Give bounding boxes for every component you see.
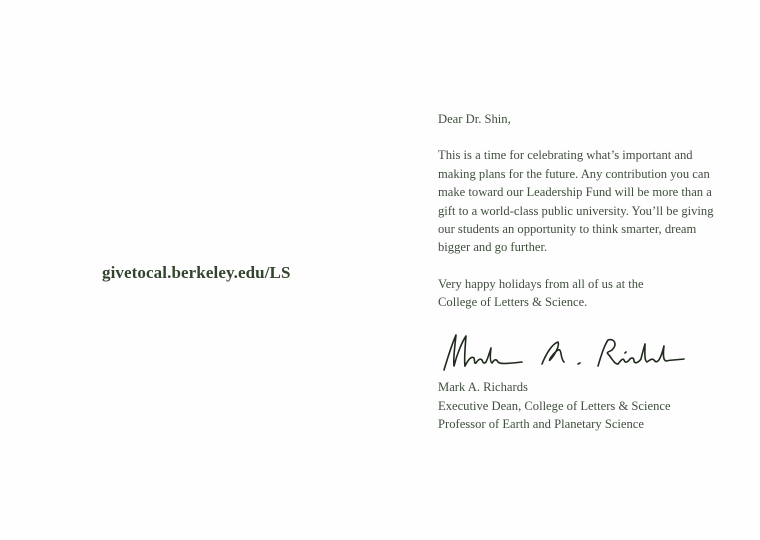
giving-url: givetocal.berkeley.edu/LS <box>102 263 291 282</box>
closing-line: College of Letters & Science. <box>438 295 588 310</box>
signer-block <box>438 378 671 434</box>
paragraph-line: making plans for the future. Any contribution you can <box>438 166 710 181</box>
closing-line: Very happy holidays from all of us at the <box>438 276 644 291</box>
closing-paragraph <box>438 275 750 312</box>
letter-paragraph <box>438 146 750 256</box>
signer-department: Professor of Earth and Planetary Science <box>438 417 644 432</box>
salutation: Dear Dr. Shin, <box>438 112 511 126</box>
paragraph-line: bigger and go further. <box>438 240 548 255</box>
letter-body <box>438 110 750 312</box>
paragraph-line: make toward our Leadership Fund will be more than a <box>438 185 712 200</box>
signer-title: Executive Dean, College of Letters & Science <box>438 398 671 413</box>
paragraph-line: This is a time for celebrating what’s important and <box>438 148 693 163</box>
handwritten-signature <box>438 330 688 374</box>
paragraph-line: our students an opportunity to think smarter, dream <box>438 222 697 237</box>
signer-name: Mark A. Richards <box>438 380 528 394</box>
paragraph-line: gift to a world-class public university. You’ll be giving <box>438 203 714 218</box>
